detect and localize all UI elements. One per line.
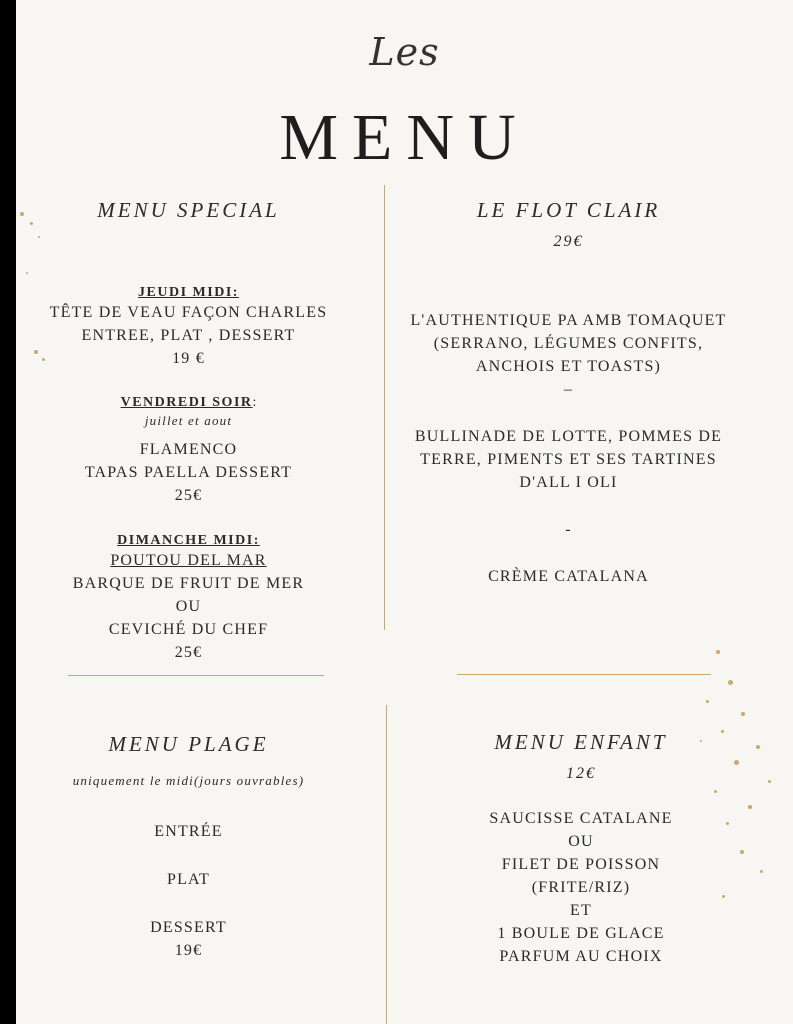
dimanche-price: 25€	[174, 644, 203, 661]
flot-clair-item-line: (SERRANO, LÉGUMES CONFITS,	[433, 335, 704, 352]
flot-clair-price: 29€	[553, 233, 584, 250]
menu-enfant-line: SAUCISSE CATALANE	[489, 810, 673, 827]
jeudi-line: ENTREE, PLAT , DESSERT	[81, 327, 296, 344]
flot-clair-dessert: CRÈME CATALANA	[488, 568, 649, 585]
horizontal-divider-right	[457, 674, 711, 675]
flot-clair-separator: -	[565, 521, 572, 538]
menu-page	[16, 0, 793, 1024]
menu-enfant-price: 12€	[566, 765, 596, 782]
menu-plage-title: MENU PLAGE	[108, 732, 269, 756]
flot-clair-section	[386, 198, 751, 588]
horizontal-divider-left	[68, 675, 324, 676]
vendredi-price: 25€	[174, 487, 203, 504]
menu-enfant-line: 1 BOULE DE GLACE	[497, 925, 665, 942]
dimanche-line: OU	[175, 598, 202, 615]
vertical-divider-bottom	[386, 705, 387, 1024]
jeudi-line: TÊTE DE VEAU FAÇON CHARLES	[49, 304, 328, 321]
menu-enfant-line: ET	[570, 902, 592, 919]
dimanche-midi-label: DIMANCHE MIDI:	[117, 533, 260, 548]
vendredi-line: FLAMENCO	[139, 441, 238, 458]
menu-plage-item: PLAT	[166, 871, 211, 888]
menu-plage-price: 19€	[174, 942, 203, 959]
menu-enfant-line: FILET DE POISSON	[501, 856, 661, 873]
flot-clair-item-line: BULLINADE DE LOTTE, POMMES DE	[414, 428, 723, 445]
menu-plage-item: ENTRÉE	[154, 823, 223, 840]
jeudi-price: 19 €	[172, 350, 205, 367]
vendredi-line: TAPAS PAELLA DESSERT	[84, 464, 293, 481]
flot-clair-item-line: ANCHOIS ET TOASTS)	[475, 358, 662, 375]
dimanche-sublabel: POUTOU DEL MAR	[110, 552, 267, 569]
menu-special-section	[16, 198, 361, 664]
menu-plage-section	[51, 732, 326, 962]
flot-clair-separator: –	[563, 381, 574, 398]
menu-plage-item: DESSERT	[150, 919, 227, 936]
script-word-les: Les	[369, 30, 440, 74]
vendredi-note: juillet et aout	[144, 413, 233, 428]
menu-special-title: MENU SPECIAL	[97, 198, 280, 222]
vertical-divider-top	[384, 185, 385, 630]
menu-enfant-section	[411, 730, 751, 968]
menu-enfant-line: OU	[568, 833, 594, 850]
jeudi-midi-label: JEUDI MIDI:	[138, 285, 239, 300]
menu-enfant-line: PARFUM AU CHOIX	[499, 948, 663, 965]
menu-plage-note: uniquement le midi(jours ouvrables)	[72, 773, 305, 788]
flot-clair-item-line: L'AUTHENTIQUE PA AMB TOMAQUET	[410, 312, 727, 329]
vendredi-soir-label: VENDREDI SOIR	[120, 395, 253, 410]
flot-clair-item-line: D'ALL I OLI	[519, 474, 618, 491]
dimanche-line: BARQUE DE FRUIT DE MER	[72, 575, 305, 592]
dimanche-line: CEVICHÉ DU CHEF	[108, 621, 269, 638]
page-title: MENU	[279, 101, 530, 174]
menu-enfant-title: MENU ENFANT	[494, 730, 668, 754]
flot-clair-title: LE FLOT CLAIR	[476, 198, 661, 222]
vendredi-colon: :	[252, 395, 257, 410]
flot-clair-item-line: TERRE, PIMENTS ET SES TARTINES	[420, 451, 717, 468]
menu-enfant-line: (FRITE/RIZ)	[531, 879, 631, 896]
